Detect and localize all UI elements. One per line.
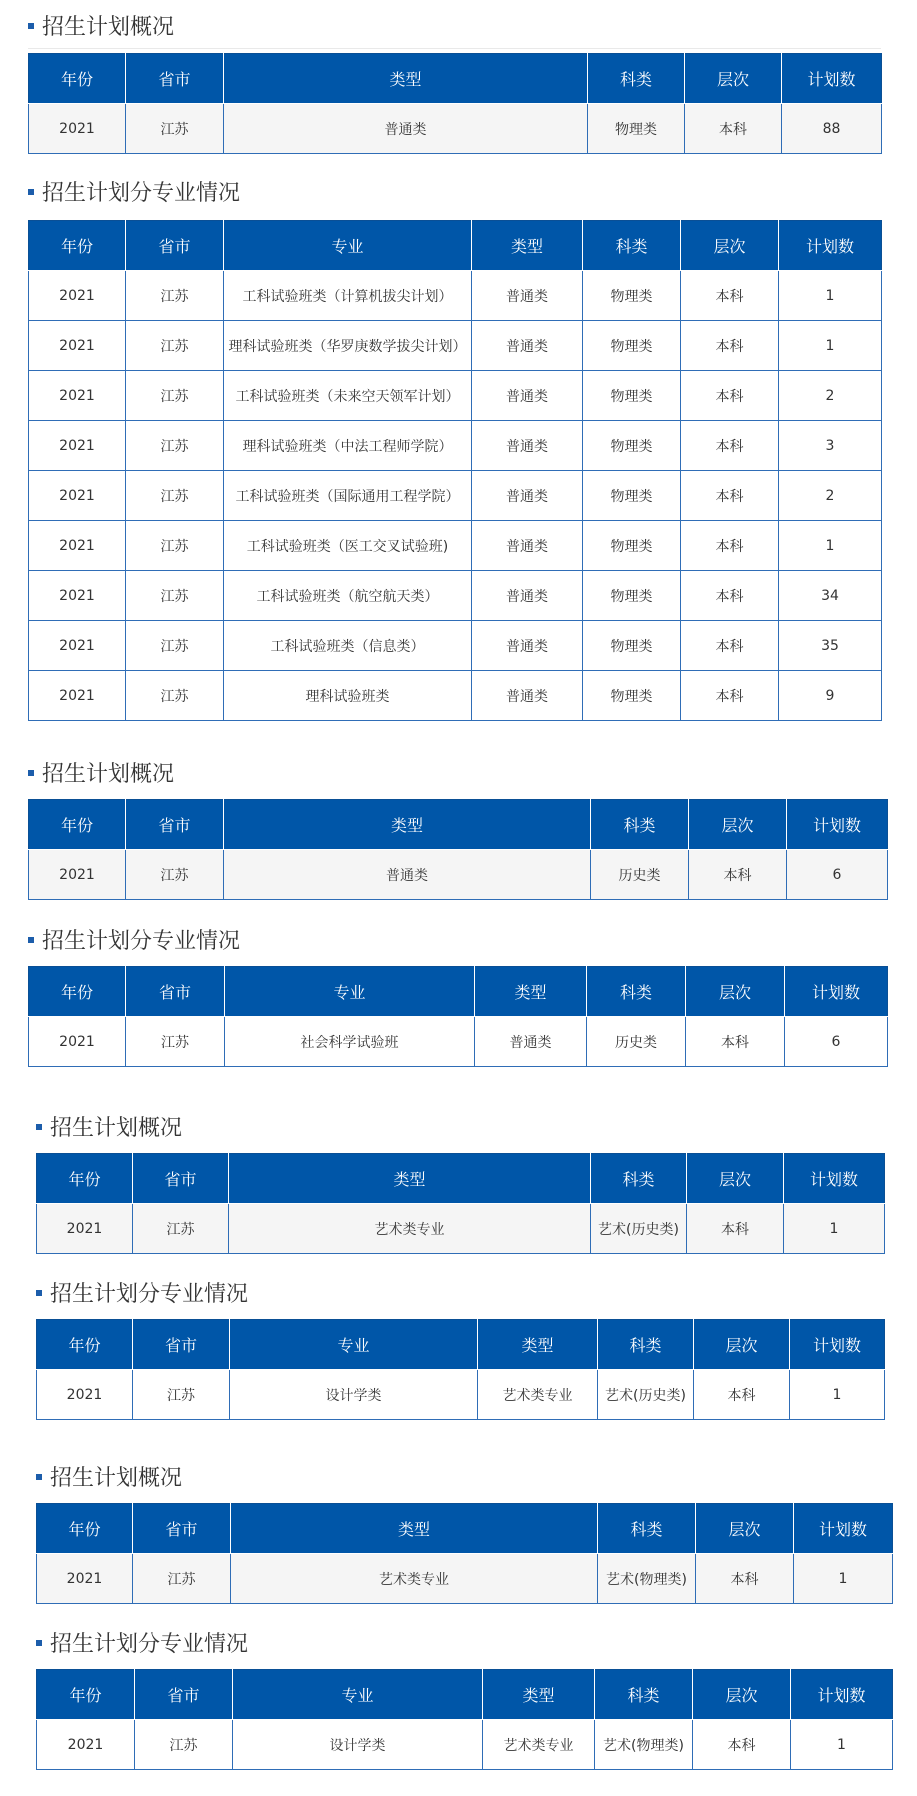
table-cell: 社会科学试验班 bbox=[225, 1017, 475, 1067]
table-cell: 江苏 bbox=[133, 1370, 230, 1420]
table-cell: 普通类 bbox=[472, 521, 583, 571]
table-cell: 1 bbox=[784, 1204, 885, 1254]
column-header: 年份 bbox=[29, 967, 126, 1017]
table-cell: 江苏 bbox=[126, 271, 224, 321]
table-cell: 本科 bbox=[681, 521, 779, 571]
table-cell: 本科 bbox=[681, 321, 779, 371]
square-bullet-icon bbox=[28, 937, 34, 943]
column-header: 省市 bbox=[126, 54, 224, 104]
table-header-row bbox=[29, 54, 882, 104]
column-header: 专业 bbox=[233, 1670, 483, 1720]
table-cell: 江苏 bbox=[126, 850, 224, 900]
table-cell: 2021 bbox=[37, 1554, 133, 1604]
table-cell: 理科试验班类（华罗庚数学拔尖计划） bbox=[224, 321, 472, 371]
table-cell: 2021 bbox=[29, 271, 126, 321]
table-cell: 2021 bbox=[29, 621, 126, 671]
table-cell: 物理类 bbox=[583, 321, 681, 371]
section-heading-text: 招生计划概况 bbox=[50, 1115, 183, 1141]
table-cell: 艺术类专业 bbox=[483, 1720, 595, 1770]
table-cell: 江苏 bbox=[126, 521, 224, 571]
column-header: 专业 bbox=[224, 221, 472, 271]
section-heading-text: 招生计划概况 bbox=[42, 761, 175, 787]
section-heading bbox=[28, 8, 174, 42]
plan-table bbox=[36, 1669, 893, 1770]
table-cell: 本科 bbox=[696, 1554, 794, 1604]
table-cell: 工科试验班类（医工交叉试验班) bbox=[224, 521, 472, 571]
table-cell: 2021 bbox=[29, 850, 126, 900]
table-cell: 6 bbox=[787, 850, 888, 900]
table-cell: 江苏 bbox=[126, 421, 224, 471]
square-bullet-icon bbox=[28, 189, 34, 195]
table-cell: 物理类 bbox=[583, 371, 681, 421]
table-cell: 本科 bbox=[693, 1720, 791, 1770]
table-cell: 普通类 bbox=[472, 571, 583, 621]
table-cell: 历史类 bbox=[587, 1017, 686, 1067]
table-cell: 普通类 bbox=[472, 621, 583, 671]
table-cell: 2021 bbox=[29, 671, 126, 721]
square-bullet-icon bbox=[36, 1474, 42, 1480]
table-row bbox=[37, 1720, 893, 1770]
table-cell: 物理类 bbox=[583, 671, 681, 721]
section-heading bbox=[36, 1109, 182, 1143]
column-header: 类型 bbox=[475, 967, 587, 1017]
table-cell: 普通类 bbox=[472, 671, 583, 721]
section-heading bbox=[36, 1625, 248, 1659]
table-row bbox=[29, 671, 882, 721]
section-heading bbox=[28, 174, 240, 208]
square-bullet-icon bbox=[36, 1124, 42, 1130]
table-cell: 普通类 bbox=[472, 471, 583, 521]
square-bullet-icon bbox=[36, 1640, 42, 1646]
column-header: 类型 bbox=[229, 1154, 591, 1204]
column-header: 省市 bbox=[126, 221, 224, 271]
table-cell: 本科 bbox=[681, 371, 779, 421]
table-cell: 物理类 bbox=[583, 521, 681, 571]
table-cell: 理科试验班类 bbox=[224, 671, 472, 721]
table-cell: 1 bbox=[794, 1554, 893, 1604]
column-header: 层次 bbox=[693, 1670, 791, 1720]
column-header: 年份 bbox=[37, 1154, 133, 1204]
table-cell: 本科 bbox=[681, 621, 779, 671]
table-cell: 工科试验班类（信息类） bbox=[224, 621, 472, 671]
column-header: 专业 bbox=[225, 967, 475, 1017]
table-cell: 本科 bbox=[681, 421, 779, 471]
table-cell: 本科 bbox=[681, 671, 779, 721]
table-cell: 江苏 bbox=[126, 321, 224, 371]
table-cell: 江苏 bbox=[133, 1204, 229, 1254]
column-header: 计划数 bbox=[784, 1154, 885, 1204]
column-header: 计划数 bbox=[782, 54, 882, 104]
table-cell: 1 bbox=[779, 271, 882, 321]
table-cell: 1 bbox=[779, 521, 882, 571]
table-cell: 本科 bbox=[681, 471, 779, 521]
table-header-row bbox=[37, 1154, 885, 1204]
column-header: 层次 bbox=[681, 221, 779, 271]
plan-table bbox=[28, 220, 882, 721]
table-cell: 2 bbox=[779, 371, 882, 421]
table-row bbox=[37, 1370, 885, 1420]
table-cell: 艺术(历史类) bbox=[591, 1204, 687, 1254]
column-header: 年份 bbox=[29, 221, 126, 271]
table-cell: 普通类 bbox=[472, 371, 583, 421]
column-header: 计划数 bbox=[787, 800, 888, 850]
column-header: 层次 bbox=[696, 1504, 794, 1554]
table-cell: 2021 bbox=[29, 421, 126, 471]
column-header: 层次 bbox=[685, 54, 782, 104]
column-header: 计划数 bbox=[785, 967, 888, 1017]
table-cell: 工科试验班类（航空航天类） bbox=[224, 571, 472, 621]
heading-divider bbox=[28, 48, 881, 49]
table-header-row bbox=[37, 1670, 893, 1720]
column-header: 类型 bbox=[483, 1670, 595, 1720]
table-cell: 本科 bbox=[681, 271, 779, 321]
table-cell: 普通类 bbox=[224, 104, 588, 154]
table-cell: 物理类 bbox=[583, 571, 681, 621]
section-heading bbox=[36, 1275, 248, 1309]
column-header: 科类 bbox=[598, 1320, 694, 1370]
square-bullet-icon bbox=[28, 770, 34, 776]
column-header: 年份 bbox=[29, 800, 126, 850]
table-cell: 本科 bbox=[686, 1017, 785, 1067]
column-header: 年份 bbox=[29, 54, 126, 104]
table-cell: 艺术类专业 bbox=[231, 1554, 598, 1604]
table-cell: 本科 bbox=[687, 1204, 784, 1254]
table-cell: 34 bbox=[779, 571, 882, 621]
table-cell: 3 bbox=[779, 421, 882, 471]
table-header-row bbox=[37, 1320, 885, 1370]
table-cell: 江苏 bbox=[133, 1554, 231, 1604]
table-cell: 物理类 bbox=[583, 471, 681, 521]
table-row bbox=[29, 471, 882, 521]
column-header: 计划数 bbox=[794, 1504, 893, 1554]
column-header: 类型 bbox=[472, 221, 583, 271]
table-cell: 2021 bbox=[37, 1204, 133, 1254]
table-cell: 艺术(物理类) bbox=[598, 1554, 696, 1604]
table-cell: 物理类 bbox=[588, 104, 685, 154]
column-header: 层次 bbox=[687, 1154, 784, 1204]
table-cell: 2021 bbox=[29, 371, 126, 421]
table-cell: 物理类 bbox=[583, 421, 681, 471]
table-row bbox=[37, 1204, 885, 1254]
table-header-row bbox=[29, 967, 888, 1017]
table-cell: 2021 bbox=[29, 104, 126, 154]
column-header: 年份 bbox=[37, 1320, 133, 1370]
column-header: 计划数 bbox=[791, 1670, 893, 1720]
column-header: 科类 bbox=[595, 1670, 693, 1720]
table-cell: 江苏 bbox=[126, 621, 224, 671]
table-cell: 江苏 bbox=[126, 571, 224, 621]
section-heading-text: 招生计划分专业情况 bbox=[50, 1281, 249, 1307]
table-cell: 工科试验班类（计算机拔尖计划） bbox=[224, 271, 472, 321]
table-cell: 历史类 bbox=[591, 850, 689, 900]
column-header: 类型 bbox=[224, 54, 588, 104]
table-row bbox=[29, 104, 882, 154]
table-cell: 本科 bbox=[685, 104, 782, 154]
section-heading bbox=[28, 755, 174, 789]
table-cell: 设计学类 bbox=[233, 1720, 483, 1770]
table-cell: 普通类 bbox=[472, 271, 583, 321]
column-header: 科类 bbox=[583, 221, 681, 271]
square-bullet-icon bbox=[28, 23, 34, 29]
table-cell: 2021 bbox=[29, 321, 126, 371]
column-header: 类型 bbox=[231, 1504, 598, 1554]
table-row bbox=[29, 371, 882, 421]
table-cell: 艺术(物理类) bbox=[595, 1720, 693, 1770]
table-header-row bbox=[29, 800, 888, 850]
table-row bbox=[29, 421, 882, 471]
table-cell: 艺术类专业 bbox=[229, 1204, 591, 1254]
table-cell: 江苏 bbox=[126, 671, 224, 721]
table-row bbox=[29, 321, 882, 371]
table-row bbox=[29, 621, 882, 671]
table-cell: 工科试验班类（未来空天领军计划） bbox=[224, 371, 472, 421]
plan-table bbox=[36, 1503, 893, 1604]
square-bullet-icon bbox=[36, 1290, 42, 1296]
table-cell: 江苏 bbox=[135, 1720, 233, 1770]
table-cell: 35 bbox=[779, 621, 882, 671]
table-row bbox=[29, 571, 882, 621]
table-cell: 物理类 bbox=[583, 271, 681, 321]
table-header-row bbox=[29, 221, 882, 271]
column-header: 层次 bbox=[694, 1320, 790, 1370]
column-header: 省市 bbox=[135, 1670, 233, 1720]
table-row bbox=[29, 521, 882, 571]
column-header: 省市 bbox=[133, 1504, 231, 1554]
section-heading bbox=[28, 922, 240, 956]
table-cell: 设计学类 bbox=[230, 1370, 478, 1420]
table-cell: 2021 bbox=[29, 571, 126, 621]
column-header: 专业 bbox=[230, 1320, 478, 1370]
table-row bbox=[29, 271, 882, 321]
column-header: 科类 bbox=[591, 800, 689, 850]
table-cell: 2021 bbox=[37, 1370, 133, 1420]
section-heading-text: 招生计划概况 bbox=[50, 1465, 183, 1491]
column-header: 年份 bbox=[37, 1504, 133, 1554]
table-cell: 本科 bbox=[689, 850, 787, 900]
table-cell: 工科试验班类（国际通用工程学院） bbox=[224, 471, 472, 521]
column-header: 省市 bbox=[133, 1154, 229, 1204]
plan-table bbox=[36, 1319, 885, 1420]
column-header: 类型 bbox=[224, 800, 591, 850]
table-cell: 1 bbox=[790, 1370, 885, 1420]
table-cell: 理科试验班类（中法工程师学院） bbox=[224, 421, 472, 471]
column-header: 科类 bbox=[588, 54, 685, 104]
table-cell: 普通类 bbox=[472, 321, 583, 371]
column-header: 省市 bbox=[126, 967, 225, 1017]
plan-table bbox=[28, 799, 888, 900]
table-cell: 物理类 bbox=[583, 621, 681, 671]
table-cell: 艺术(历史类) bbox=[598, 1370, 694, 1420]
table-cell: 1 bbox=[791, 1720, 893, 1770]
table-cell: 江苏 bbox=[126, 471, 224, 521]
table-cell: 2 bbox=[779, 471, 882, 521]
table-header-row bbox=[37, 1504, 893, 1554]
column-header: 计划数 bbox=[779, 221, 882, 271]
table-cell: 本科 bbox=[681, 571, 779, 621]
table-cell: 艺术类专业 bbox=[478, 1370, 598, 1420]
table-cell: 江苏 bbox=[126, 1017, 225, 1067]
table-cell: 普通类 bbox=[472, 421, 583, 471]
column-header: 层次 bbox=[686, 967, 785, 1017]
table-row bbox=[37, 1554, 893, 1604]
column-header: 类型 bbox=[478, 1320, 598, 1370]
section-heading bbox=[36, 1459, 182, 1493]
section-heading-text: 招生计划概况 bbox=[42, 14, 175, 40]
table-row bbox=[29, 1017, 888, 1067]
section-heading-text: 招生计划分专业情况 bbox=[50, 1631, 249, 1657]
table-cell: 2021 bbox=[37, 1720, 135, 1770]
plan-table bbox=[28, 966, 888, 1067]
column-header: 计划数 bbox=[790, 1320, 885, 1370]
section-heading-text: 招生计划分专业情况 bbox=[42, 928, 241, 954]
plan-table bbox=[28, 53, 882, 154]
table-cell: 江苏 bbox=[126, 371, 224, 421]
table-cell: 江苏 bbox=[126, 104, 224, 154]
table-cell: 本科 bbox=[694, 1370, 790, 1420]
section-heading-text: 招生计划分专业情况 bbox=[42, 180, 241, 206]
table-cell: 普通类 bbox=[475, 1017, 587, 1067]
column-header: 年份 bbox=[37, 1670, 135, 1720]
table-cell: 6 bbox=[785, 1017, 888, 1067]
column-header: 省市 bbox=[126, 800, 224, 850]
column-header: 科类 bbox=[587, 967, 686, 1017]
column-header: 科类 bbox=[598, 1504, 696, 1554]
table-row bbox=[29, 850, 888, 900]
plan-table bbox=[36, 1153, 885, 1254]
column-header: 科类 bbox=[591, 1154, 687, 1204]
table-cell: 普通类 bbox=[224, 850, 591, 900]
table-cell: 2021 bbox=[29, 471, 126, 521]
column-header: 省市 bbox=[133, 1320, 230, 1370]
column-header: 层次 bbox=[689, 800, 787, 850]
table-cell: 9 bbox=[779, 671, 882, 721]
table-cell: 1 bbox=[779, 321, 882, 371]
table-cell: 2021 bbox=[29, 521, 126, 571]
table-cell: 2021 bbox=[29, 1017, 126, 1067]
table-cell: 88 bbox=[782, 104, 882, 154]
